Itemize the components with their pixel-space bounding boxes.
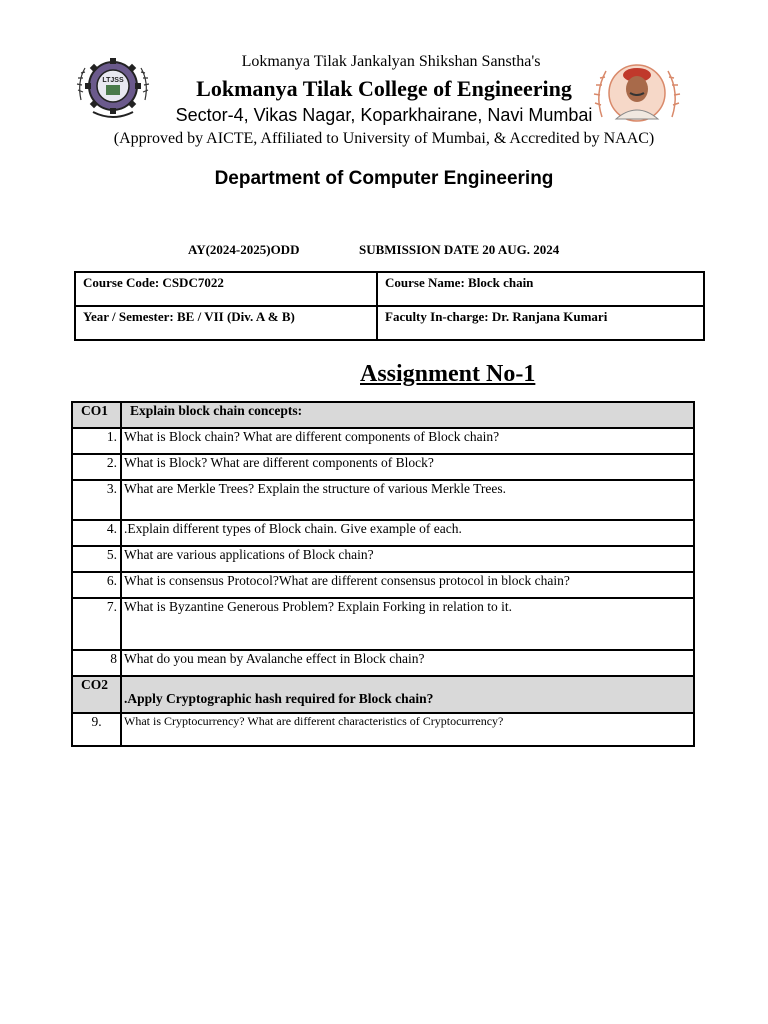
question-number: 4. xyxy=(72,520,121,546)
co2-header-row xyxy=(72,676,694,713)
co2-title: .Apply Cryptographic hash required for Block chain? xyxy=(124,691,434,706)
college-name: Lokmanya Tilak College of Engineering xyxy=(196,76,572,101)
question-text: What is Byzantine Generous Problem? Explain Forking in relation to it. xyxy=(121,598,694,650)
question-text: What is Block? What are different components of Block? xyxy=(121,454,694,480)
question-text: What do you mean by Avalanche effect in Block chain? xyxy=(121,650,694,676)
assignment-title: Assignment No-1 xyxy=(360,361,536,387)
co1-code: CO1 xyxy=(72,402,121,428)
question-number: 9. xyxy=(72,713,121,746)
question-row xyxy=(72,546,694,572)
college-address: Sector-4, Vikas Nagar, Koparkhairane, Navi Mumbai xyxy=(175,105,593,125)
question-number: 6. xyxy=(72,572,121,598)
question-number: 3. xyxy=(72,480,121,520)
co1-title: Explain block chain concepts: xyxy=(121,402,694,428)
co2-code: CO2 xyxy=(72,676,121,713)
question-number: 5. xyxy=(72,546,121,572)
question-row xyxy=(72,428,694,454)
question-text: What is Block chain? What are different components of Block chain? xyxy=(121,428,694,454)
academic-year: AY(2024-2025)ODD xyxy=(188,242,300,257)
question-text: What are Merkle Trees? Explain the structure of various Merkle Trees. xyxy=(121,480,694,520)
faculty-in-charge: Faculty In-charge: Dr. Ranjana Kumari xyxy=(377,306,704,340)
course-name: Course Name: Block chain xyxy=(377,272,704,306)
co2-title-cell xyxy=(121,676,694,713)
approval-line: (Approved by AICTE, Affiliated to University of Mumbai, & Accredited by NAAC) xyxy=(113,130,655,147)
question-text: .Explain different types of Block chain. Give example of each. xyxy=(121,520,694,546)
questions-table xyxy=(71,401,695,747)
question-text: What are various applications of Block chain? xyxy=(121,546,694,572)
question-row xyxy=(72,713,694,746)
department-title: Department of Computer Engineering xyxy=(214,168,554,189)
question-number: 1. xyxy=(72,428,121,454)
question-number: 7. xyxy=(72,598,121,650)
question-text: What is consensus Protocol?What are different consensus protocol in block chain? xyxy=(121,572,694,598)
course-code: Course Code: CSDC7022 xyxy=(75,272,377,306)
question-row xyxy=(72,454,694,480)
trust-name: Lokmanya Tilak Jankalyan Shikshan Sanstha's xyxy=(241,53,541,70)
question-number: 8 xyxy=(72,650,121,676)
question-text: What is Cryptocurrency? What are different characteristics of Cryptocurrency? xyxy=(121,713,694,746)
question-row xyxy=(72,598,694,650)
question-row xyxy=(72,572,694,598)
year-semester: Year / Semester: BE / VII (Div. A & B) xyxy=(75,306,377,340)
question-row xyxy=(72,650,694,676)
svg-text:LTJSS: LTJSS xyxy=(102,77,124,84)
submission-date: SUBMISSION DATE 20 AUG. 2024 xyxy=(359,242,560,257)
question-row xyxy=(72,480,694,520)
course-info-row xyxy=(75,272,704,306)
question-row xyxy=(72,520,694,546)
course-info-table xyxy=(74,271,705,341)
question-number: 2. xyxy=(72,454,121,480)
course-info-row xyxy=(75,306,704,340)
co1-header-row xyxy=(72,402,694,428)
